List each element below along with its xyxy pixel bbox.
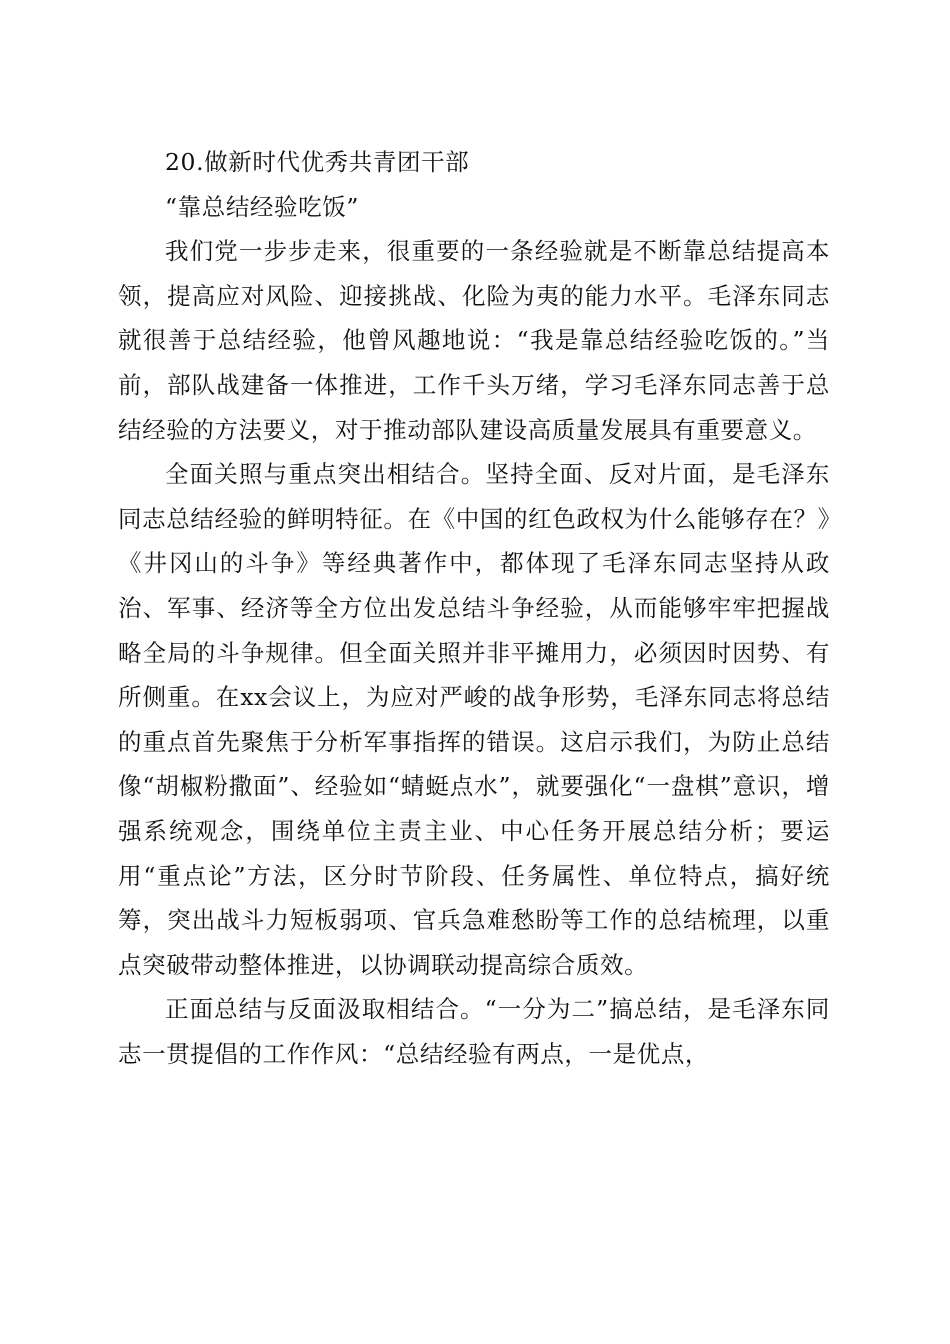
paragraph-positive-negative: 正面总结与反面汲取相结合。“一分为二”搞总结，是毛泽东同志一贯提倡的工作作风：“总结经验有两点，一是优点， [118, 995, 830, 1068]
paragraph-intro: 我们党一步步走来，很重要的一条经验就是不断靠总结提高本领，提高应对风险、迎接挑战、化险为夷的能力水平。毛泽东同志就很善于总结经验，他曾风趣地说：“我是靠总结经验吃饭的。”当前，部队战建备一体推进，工作千头万绪，学习毛泽东同志善于总结经验的方法要义，对于推动部队建设高质量发展具有重要意义。 [118, 237, 830, 444]
document-subheading: “靠总结经验吃饭” [165, 192, 359, 221]
document-body [118, 140, 830, 1076]
document-heading: 20.做新时代优秀共青团干部 [165, 148, 470, 176]
paragraph-comprehensive-focus: 全面关照与重点突出相结合。坚持全面、反对片面，是毛泽东同志总结经验的鲜明特征。在《中国的红色政权为什么能够存在？》《井冈山的斗争》等经典著作中，都体现了毛泽东同志坚持从政治、军事、经济等全方位出发总结斗争经验，从而能够牢牢把握战略全局的斗争规律。但全面关照并非平摊用力，必须因时因势、有所侧重。在xx会议上，为应对严峻的战争形势，毛泽东同志将总结的重点首先聚焦于分析军事指挥的错误。这启示我们，为防止总结像“胡椒粉撒面”、经验如“蜻蜓点水”，就要强化“一盘棋”意识，增强系统观念，围绕单位主责主业、中心任务开展总结分析；要运用“重点论”方法，区分时节阶段、任务属性、单位特点，搞好统筹，突出战斗力短板弱项、官兵急难愁盼等工作的总结梳理，以重点突破带动整体推进，以协调联动提高综合质效。 [118, 460, 830, 979]
